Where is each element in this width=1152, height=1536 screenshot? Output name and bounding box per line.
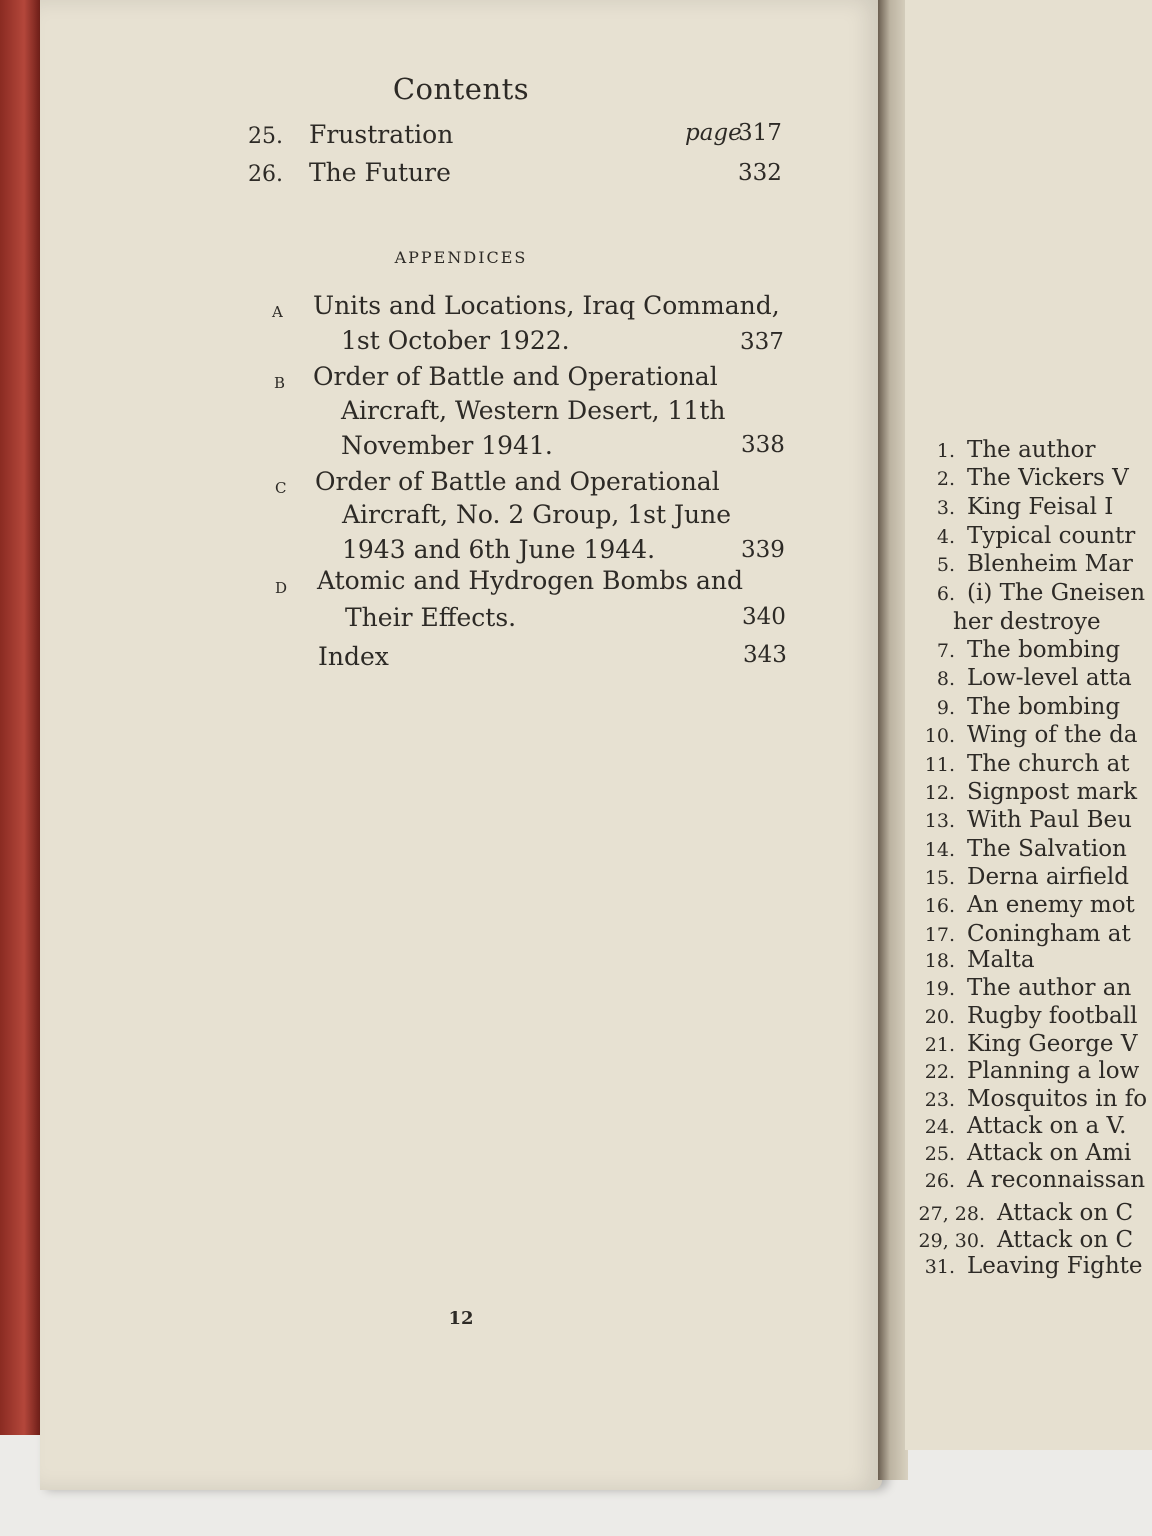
plate-title: Mosquitos in fo bbox=[967, 1086, 1148, 1112]
plate-title: King Feisal I bbox=[967, 494, 1114, 520]
plate-number: 8. bbox=[936, 668, 955, 690]
chapter-page: 332 bbox=[738, 160, 782, 186]
plate-entry bbox=[905, 751, 1130, 777]
plate-number: 6. bbox=[936, 583, 955, 605]
appendix-page: 340 bbox=[742, 604, 786, 630]
appendix-line: November 1941. bbox=[341, 431, 553, 460]
plate-title: Low-level atta bbox=[967, 665, 1132, 691]
plate-number: 15. bbox=[924, 867, 955, 889]
plate-entry bbox=[905, 1200, 1133, 1226]
plate-number: 20. bbox=[924, 1006, 955, 1028]
plate-title: her destroye bbox=[953, 609, 1101, 635]
appendices-heading: APPENDICES bbox=[394, 248, 528, 267]
appendix-letter: B bbox=[274, 374, 287, 392]
plate-number: 4. bbox=[936, 526, 955, 548]
appendix-line: Atomic and Hydrogen Bombs and bbox=[317, 566, 744, 595]
plate-number: 11. bbox=[924, 754, 955, 776]
chapter-number: 26. bbox=[248, 162, 283, 187]
plate-title: Wing of the da bbox=[967, 722, 1138, 748]
plate-number: 31. bbox=[924, 1256, 955, 1278]
plate-number: 29, 30. bbox=[918, 1230, 985, 1252]
plate-entry bbox=[905, 975, 1131, 1001]
plate-number: 12. bbox=[924, 782, 955, 804]
plate-number: 17. bbox=[924, 924, 955, 946]
plate-title: The Vickers V bbox=[967, 465, 1129, 491]
plate-number: 2. bbox=[936, 468, 955, 490]
plate-title: A reconnaissan bbox=[967, 1167, 1146, 1193]
plate-number: 1. bbox=[936, 440, 955, 462]
plate-number: 21. bbox=[924, 1034, 955, 1056]
plate-title: The author an bbox=[967, 975, 1132, 1001]
appendix-line: 1943 and 6th June 1944. bbox=[342, 535, 656, 564]
plate-number: 18. bbox=[924, 950, 955, 972]
plate-title: Typical countr bbox=[967, 523, 1136, 549]
book-cover bbox=[0, 0, 40, 1450]
plate-title: The bombing bbox=[967, 694, 1121, 720]
plate-entry bbox=[905, 1140, 1131, 1166]
plate-entry bbox=[905, 637, 1120, 663]
appendix-line: Their Effects. bbox=[345, 603, 517, 632]
appendix-letter: C bbox=[275, 479, 288, 497]
right-page bbox=[905, 0, 1152, 1450]
plate-entry bbox=[905, 580, 1145, 606]
plate-entry bbox=[905, 665, 1132, 691]
plate-title: Coningham at bbox=[967, 921, 1131, 947]
plate-entry bbox=[905, 1058, 1139, 1084]
plate-number: 7. bbox=[936, 640, 955, 662]
plate-title: Attack on C bbox=[997, 1200, 1134, 1226]
left-page bbox=[40, 0, 882, 1490]
plate-number: 23. bbox=[924, 1089, 955, 1111]
plate-number: 19. bbox=[924, 978, 955, 1000]
plate-entry bbox=[905, 1113, 1126, 1139]
plate-title: The Salvation bbox=[967, 836, 1127, 862]
plate-title: (i) The Gneisen bbox=[967, 580, 1146, 606]
chapter-number: 25. bbox=[248, 124, 283, 149]
plate-entry bbox=[905, 779, 1137, 805]
plate-number: 22. bbox=[924, 1061, 955, 1083]
plate-title: Attack on C bbox=[997, 1227, 1134, 1253]
appendix-line: Units and Locations, Iraq Command, bbox=[313, 291, 780, 320]
plate-entry bbox=[905, 494, 1113, 520]
plate-title: King George V bbox=[967, 1031, 1138, 1057]
plate-number: 24. bbox=[924, 1116, 955, 1138]
plate-number: 9. bbox=[936, 697, 955, 719]
plate-entry bbox=[905, 807, 1132, 833]
appendix-line: Aircraft, No. 2 Group, 1st June bbox=[342, 500, 732, 529]
chapter-title: Frustration bbox=[309, 120, 454, 149]
plate-title: Malta bbox=[967, 947, 1035, 973]
index-page: 343 bbox=[743, 642, 787, 668]
contents-heading: Contents bbox=[392, 72, 530, 106]
plate-number: 14. bbox=[924, 839, 955, 861]
page-label: page bbox=[685, 120, 742, 146]
appendix-letter: A bbox=[272, 303, 284, 321]
appendix-letter: D bbox=[275, 579, 289, 597]
plate-entry bbox=[905, 1003, 1137, 1029]
chapter-title: The Future bbox=[309, 158, 451, 187]
plate-number: 10. bbox=[924, 725, 955, 747]
plate-entry bbox=[905, 1031, 1137, 1057]
plate-number: 25. bbox=[924, 1143, 955, 1165]
plate-title: The author bbox=[967, 437, 1096, 463]
chapter-page: 317 bbox=[738, 120, 782, 146]
index-title: Index bbox=[318, 642, 389, 671]
appendix-line: Order of Battle and Operational bbox=[313, 362, 718, 391]
plate-title: Attack on Ami bbox=[967, 1140, 1132, 1166]
plate-number: 3. bbox=[936, 497, 955, 519]
book-gutter bbox=[878, 0, 908, 1480]
plate-title: Rugby football bbox=[967, 1003, 1138, 1029]
plate-title: Attack on a V. bbox=[967, 1113, 1127, 1139]
plate-title: An enemy mot bbox=[967, 892, 1135, 918]
plate-entry bbox=[905, 947, 1035, 973]
plate-title: Signpost mark bbox=[967, 779, 1138, 805]
plate-entry bbox=[905, 1227, 1133, 1253]
page-folio: 12 bbox=[448, 1308, 474, 1329]
plate-number: 13. bbox=[924, 810, 955, 832]
plate-number: 16. bbox=[924, 895, 955, 917]
appendix-line: 1st October 1922. bbox=[341, 326, 570, 355]
plate-entry bbox=[905, 836, 1127, 862]
appendix-page: 339 bbox=[741, 537, 785, 563]
plate-title: Planning a low bbox=[967, 1058, 1140, 1084]
appendix-page: 337 bbox=[740, 329, 784, 355]
plate-entry bbox=[905, 1086, 1147, 1112]
plate-number: 5. bbox=[936, 554, 955, 576]
appendix-page: 338 bbox=[741, 432, 785, 458]
plate-entry bbox=[905, 921, 1131, 947]
plate-title: Blenheim Mar bbox=[967, 551, 1133, 577]
plate-entry bbox=[905, 551, 1133, 577]
plate-entry bbox=[905, 1253, 1143, 1279]
plate-title: The church at bbox=[967, 751, 1130, 777]
plate-title: With Paul Beu bbox=[967, 807, 1132, 833]
plate-title: Leaving Fighte bbox=[967, 1253, 1143, 1279]
plate-number: 27, 28. bbox=[918, 1203, 985, 1225]
plate-entry bbox=[905, 437, 1096, 463]
plate-title: Derna airfield bbox=[967, 864, 1129, 890]
plate-entry-continued bbox=[953, 609, 1101, 635]
plate-entry bbox=[905, 892, 1135, 918]
plate-entry bbox=[905, 722, 1138, 748]
plate-entry bbox=[905, 523, 1135, 549]
plate-entry bbox=[905, 864, 1129, 890]
plate-number: 26. bbox=[924, 1170, 955, 1192]
plate-entry bbox=[905, 694, 1120, 720]
plate-entry bbox=[905, 465, 1129, 491]
appendix-line: Aircraft, Western Desert, 11th bbox=[341, 396, 726, 425]
plate-entry bbox=[905, 1167, 1145, 1193]
plate-title: The bombing bbox=[967, 637, 1121, 663]
appendix-line: Order of Battle and Operational bbox=[315, 467, 720, 496]
